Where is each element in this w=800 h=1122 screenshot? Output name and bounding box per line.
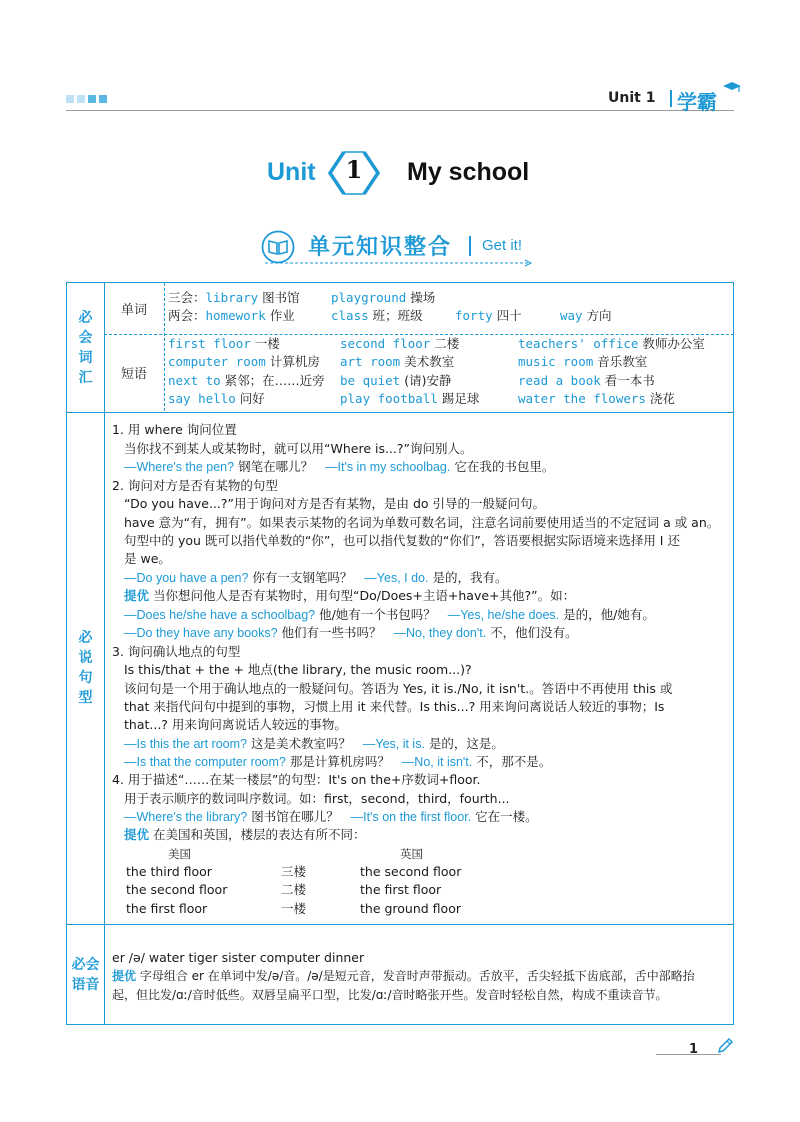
- s1-title: 1. 用 where 询问位置: [112, 422, 237, 437]
- phrase-item: next to 紧邻；在……近旁: [168, 373, 325, 388]
- page-number: 1: [689, 1042, 699, 1057]
- vocab-item: forty 四十: [455, 308, 522, 323]
- s3-desc: that...? 用来询问离说话人较远的事物。: [124, 717, 347, 732]
- phonics-tip: 起，但比发/ɑː/音时低些。双唇呈扁平口型，比发/ɑː/音时略张开些。发音时轻松自然，构成不重读音节。: [112, 988, 668, 1002]
- header-rule: [66, 110, 734, 111]
- unit-number: 1: [345, 155, 363, 184]
- section-divider: [469, 236, 471, 256]
- s3-pattern: Is this/that + the + 地点(the library, the music room...)?: [124, 662, 472, 677]
- phrase-label: 短语: [120, 367, 147, 382]
- phrase-item: say hello 问好: [168, 391, 265, 406]
- s3-desc: that 来指代问句中提到的事物，习惯上用 it 来代替。Is this...? 用来询问离说话人较近的事物；Is: [124, 699, 665, 714]
- s3-desc: 该问句是一个用于确认地点的一般疑问句。答语为 Yes, it is./No, it isn't.。答语中不再使用 this 或: [124, 681, 673, 696]
- category-vocabulary: 必 会 词 汇: [78, 309, 93, 386]
- floor-zh: 三楼: [281, 864, 307, 879]
- page-title: My school: [407, 158, 530, 186]
- s2-tip-example: —Does he/she have a schoolbag? 他/她有一个书包吗？ —Yes, he/she does. 是的，他/她有。: [124, 607, 655, 622]
- table-row-divider: [67, 412, 734, 413]
- table-subcolumn-divider: [164, 283, 165, 411]
- s2-tip: 提优 当你想问他人是否有某物时，用句型“Do/Does+主语+have+其他?”。如：: [124, 588, 576, 603]
- table-row-divider: [67, 924, 734, 925]
- floor-uk: the second floor: [360, 864, 462, 879]
- category-phonics: 必会 语音: [71, 956, 100, 993]
- footer-rule: [656, 1054, 721, 1055]
- vocab-item: 三会：library 图书馆: [168, 290, 300, 305]
- s2-title: 2. 询问对方是否有某物的句型: [112, 478, 278, 493]
- s4-desc: 用于表示顺序的数词叫序数词。如：first，second，third，fourth...: [124, 791, 510, 806]
- phrase-item: computer room 计算机房: [168, 354, 320, 369]
- phrase-item: first floor 一楼: [168, 336, 280, 351]
- vocab-item: playground 操场: [331, 290, 436, 305]
- s2-desc: “Do you have...?”用于询问对方是否有某物，是由 do 引导的一般疑问句。: [124, 496, 546, 511]
- phonics-line: er /ə/ water tiger sister computer dinner: [112, 950, 365, 965]
- s2-desc: 是 we。: [124, 551, 171, 566]
- s4-tip: 提优 在美国和英国，楼层的表达有所不同：: [124, 827, 366, 842]
- s3-example: —Is this the art room? 这是美术教室吗？ —Yes, it is. 是的，这是。: [124, 736, 504, 751]
- floor-us: the second floor: [126, 882, 228, 897]
- phrase-item: second floor 二楼: [340, 336, 460, 351]
- pencil-icon: [716, 1037, 734, 1055]
- s2-desc: 句型中的 you 既可以指代单数的“你”，也可以指代复数的“你们”，答语要根据实际语境来选择用 I 还: [124, 533, 680, 548]
- category-sentences: 必 说 句 型: [78, 630, 93, 706]
- phonics-tip: 提优 字母组合 er 在单词中发/ə/音。/ə/是短元音，发音时声带振动。舌放平，舌尖轻抵下齿底部，舌中部略抬: [112, 969, 695, 983]
- floor-us: the third floor: [126, 864, 212, 879]
- s2-example: —Do you have a pen? 你有一支钢笔吗？ —Yes, I do. 是的，我有。: [124, 570, 508, 585]
- floor-us: the first floor: [126, 901, 208, 916]
- vocab-item: way 方向: [560, 308, 612, 323]
- floor-zh: 一楼: [281, 901, 307, 916]
- phrase-item: play football 踢足球: [340, 391, 480, 406]
- phrase-item: art room 美术教室: [340, 354, 455, 369]
- table-column-divider: [104, 283, 105, 1025]
- vocab-item: 两会：homework 作业: [168, 308, 295, 323]
- s4-example: —Where's the library? 图书馆在哪儿？ —It's on the first floor. 它在一楼。: [124, 809, 538, 824]
- section-title: 单元知识整合: [308, 235, 453, 260]
- floor-uk: the ground floor: [360, 901, 461, 916]
- header-divider: [670, 90, 672, 107]
- floor-header-uk: 英国: [400, 847, 423, 861]
- phrase-item: read a book 看一本书: [518, 373, 655, 388]
- s1-desc: 当你找不到某人或某物时，就可以用“Where is...?”询问别人。: [124, 441, 473, 456]
- s3-example: —Is that the computer room? 那是计算机房吗？ —No, it isn't. 不，那不是。: [124, 754, 552, 769]
- title-unit-label: Unit: [267, 158, 316, 186]
- phrase-item: teachers' office 教师办公室: [518, 336, 705, 351]
- floor-uk: the first floor: [360, 882, 442, 897]
- floor-zh: 二楼: [281, 882, 307, 897]
- header-unit: Unit 1: [608, 90, 656, 106]
- s2-desc: have 意为“有，拥有”。如果表示某物的名词为单数可数名词，注意名词前要使用适当的不定冠词 a 或 an。: [124, 515, 720, 530]
- s2-tip-example: —Do they have any books? 他们有一些书吗？ —No, they don't. 不，他们没有。: [124, 625, 578, 640]
- brand-logo: 学霸: [677, 90, 717, 114]
- section-subtitle: Get it!: [482, 237, 523, 254]
- section-underline: [265, 259, 535, 267]
- vocab-item: class 班；班级: [331, 308, 423, 323]
- s1-example: —Where's the pen? 钢笔在哪儿？ —It's in my schoolbag. 它在我的书包里。: [124, 459, 555, 474]
- phrase-item: music room 音乐教室: [518, 354, 648, 369]
- header-decoration: [66, 95, 107, 103]
- s4-title: 4. 用于描述“……在某一楼层”的句型：It's on the+序数词+floor.: [112, 772, 481, 787]
- floor-header-us: 美国: [168, 847, 191, 861]
- s3-title: 3. 询问确认地点的句型: [112, 644, 241, 659]
- vocab-label: 单词: [120, 303, 147, 318]
- phrase-item: be quiet (请)安静: [340, 373, 452, 388]
- phrase-item: water the flowers 浇花: [518, 391, 675, 406]
- graduation-cap-icon: [723, 82, 741, 92]
